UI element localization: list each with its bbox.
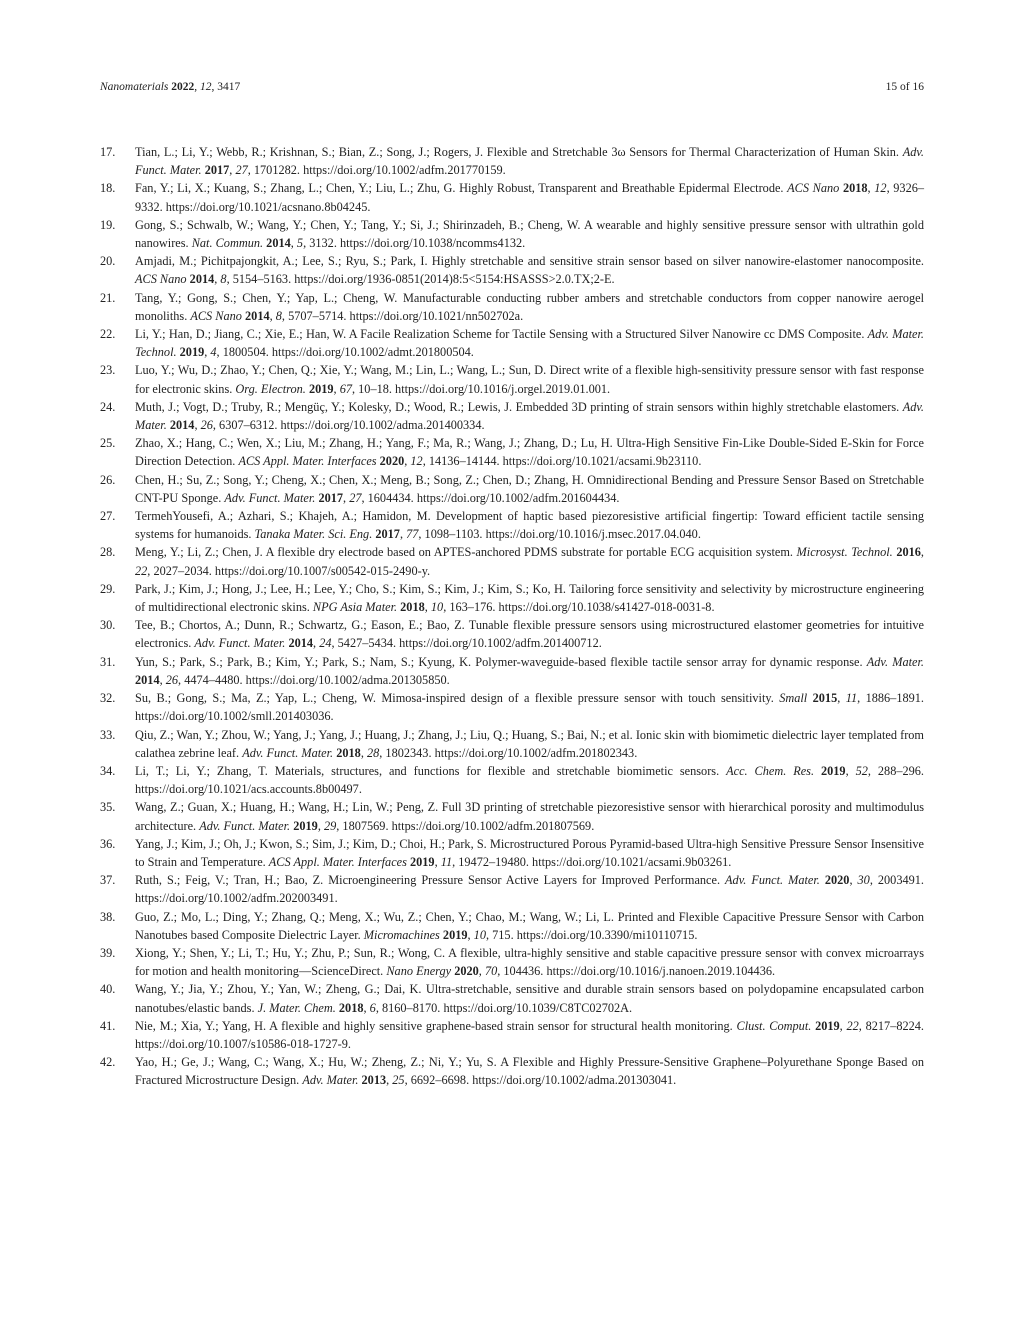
- reference-year: 2018: [338, 1000, 364, 1015]
- reference-sep: ,: [478, 964, 485, 979]
- reference-volume: 22: [135, 563, 148, 578]
- reference-volume: 67: [339, 381, 352, 396]
- reference-volume: 26: [200, 418, 213, 433]
- reference-journal: J. Mater. Chem.: [257, 1000, 336, 1015]
- reference-text: Wang, Y.; Jia, Y.; Zhou, Y.; Yan, W.; Zheng, G.; Dai, K. Ultra-stretchable, sensitive and durable strain sensors based on polydopamine encapsulated carbon nanotubes/elastic bands.: [135, 982, 924, 1015]
- reference-pages-doi: , 1701282. https://doi.org/10.1002/adfm.201770159.: [247, 163, 506, 178]
- reference-number: 34.: [100, 763, 116, 778]
- reference-number: 37.: [100, 873, 116, 888]
- reference-item: [100, 980, 924, 1016]
- reference-text: Zhao, X.; Hang, C.; Wen, X.; Liu, M.; Zhang, H.; Yang, F.; Ma, R.; Wang, J.; Zhang, D.; Lu, H. Ultra-High Sensitive Fin-Like Double-Sided E-Skin for Force Direction Detection.: [135, 436, 924, 469]
- reference-journal: Org. Electron.: [235, 381, 306, 396]
- reference-sep: ,: [290, 236, 297, 251]
- page-header: [100, 81, 924, 99]
- reference-body: [135, 618, 924, 650]
- reference-number: 31.: [100, 654, 116, 669]
- reference-volume: 22: [846, 1018, 859, 1033]
- reference-body: [135, 509, 924, 541]
- reference-number: 35.: [100, 800, 116, 815]
- reference-year: 2017: [375, 527, 400, 542]
- reference-year: 2014: [288, 636, 314, 651]
- reference-text: Ruth, S.; Feig, V.; Tran, H.; Bao, Z. Microengineering Pressure Sensor Active Layers for Improved Performance.: [135, 873, 726, 888]
- reference-pages-doi: , 6692–6698. https://doi.org/10.1002/adma.201303041.: [404, 1073, 677, 1088]
- reference-year: 2019: [179, 345, 205, 360]
- reference-volume: 52: [855, 763, 868, 778]
- reference-sep: ,: [363, 1000, 370, 1015]
- reference-volume: 25: [392, 1073, 405, 1088]
- reference-year: 2015: [812, 691, 838, 706]
- reference-volume: 12: [874, 181, 887, 196]
- reference-sep: ,: [434, 854, 441, 869]
- reference-year: 2016: [896, 545, 921, 560]
- reference-number: 30.: [100, 618, 116, 633]
- reference-pages-doi: , 19472–19480. https://doi.org/10.1021/acsami.9b03261.: [452, 854, 732, 869]
- reference-journal: Adv. Funct. Mater.: [194, 636, 286, 651]
- reference-item: [100, 252, 924, 288]
- reference-body: [135, 473, 924, 505]
- reference-pages-doi: , 14136–14144. https://doi.org/10.1021/acsami.9b23110.: [422, 454, 702, 469]
- reference-text: Nie, M.; Xia, Y.; Yang, H. A flexible and highly sensitive graphene-based strain sensor for structural health monitoring.: [135, 1018, 737, 1033]
- reference-number: 27.: [100, 509, 116, 524]
- reference-list: [100, 143, 924, 1090]
- reference-number: 36.: [100, 836, 116, 851]
- reference-body: [135, 181, 924, 213]
- reference-volume: 8: [275, 308, 282, 323]
- reference-number: 25.: [100, 436, 116, 451]
- reference-volume: 29: [323, 818, 337, 833]
- reference-year: 2013: [361, 1073, 387, 1088]
- reference-volume: 12: [410, 454, 423, 469]
- reference-sep: ,: [343, 490, 350, 505]
- reference-number: 29.: [100, 581, 116, 596]
- reference-pages-doi: , 3132. https://doi.org/10.1038/ncomms4132.: [303, 236, 526, 251]
- reference-body: [135, 982, 924, 1014]
- reference-year: 2018: [842, 181, 868, 196]
- reference-pages-doi: , 5154–5163. https://doi.org/1936-0851(2014)8:5<5154:HSASSS>2.0.TX;2-E.: [226, 272, 615, 287]
- reference-body: [135, 655, 924, 687]
- reference-item: [100, 580, 924, 616]
- reference-year: 2019: [308, 381, 334, 396]
- reference-item: [100, 762, 924, 798]
- reference-body: [135, 728, 924, 760]
- reference-item: [100, 835, 924, 871]
- reference-number: 18.: [100, 181, 116, 196]
- reference-item: [100, 361, 924, 397]
- reference-volume: 4: [210, 345, 217, 360]
- reference-year: 2020: [824, 873, 850, 888]
- reference-volume: 5: [296, 236, 304, 251]
- reference-text: Amjadi, M.; Pichitpajongkit, A.; Lee, S.; Ryu, S.; Park, I. Highly stretchable and sensitive strain sensor based on silver nanowire-elastomer nanocomposite.: [135, 254, 924, 269]
- reference-item: [100, 653, 924, 689]
- reference-sep: ,: [845, 763, 856, 778]
- reference-year: 2014: [266, 236, 291, 251]
- reference-journal: Adv. Mater. Technol.: [135, 327, 924, 360]
- reference-text: Fan, Y.; Li, X.; Kuang, S.; Zhang, L.; Chen, Y.; Liu, L.; Zhu, G. Highly Robust, Transparent and Breathable Epidermal Electrode.: [135, 181, 788, 196]
- reference-journal: Adv. Funct. Mater.: [725, 873, 820, 888]
- reference-journal: ACS Appl. Mater. Interfaces: [238, 454, 377, 469]
- reference-sep: ,: [313, 636, 320, 651]
- reference-volume: 28: [366, 745, 380, 760]
- reference-pages-doi: , 1807569. https://doi.org/10.1002/adfm.201807569.: [336, 818, 595, 833]
- reference-sep: ,: [386, 1073, 393, 1088]
- reference-pages-doi: , 10–18. https://doi.org/10.1016/j.orgel.2019.01.001.: [352, 381, 611, 396]
- journal-name: Nanomaterials: [100, 81, 169, 93]
- reference-pages-doi: , 1802343. https://doi.org/10.1002/adfm.201802343.: [379, 745, 638, 760]
- reference-text: Luo, Y.; Wu, D.; Zhao, Y.; Chen, Q.; Xie, Y.; Wang, M.; Lin, L.; Wang, L.; Sun, D. Direct write of a flexible high-sensitivity pressure sensor with fast response for electronic skins.: [135, 363, 924, 396]
- reference-volume: 77: [406, 527, 419, 542]
- reference-text: Li, Y.; Han, D.; Jiang, C.; Xie, E.; Han, W. A Facile Realization Scheme for Tactile Sensing with a Structured Silver Nanowire cc DMS Composite.: [135, 327, 868, 342]
- reference-text: Chen, H.; Su, Z.; Song, Y.; Cheng, X.; Chen, X.; Meng, B.; Song, Z.; Chen, D.; Zhang, H. Omnidirectional Bending and Pressure Sensor Based on Stretchable CNT-PU Sponge.: [135, 472, 924, 505]
- reference-body: [135, 1055, 924, 1087]
- reference-journal: Micromachines: [363, 927, 440, 942]
- reference-journal: ACS Nano: [787, 181, 840, 196]
- reference-pages-doi: , 715. https://doi.org/10.3390/mi10110715.: [485, 927, 698, 942]
- reference-body: [135, 254, 924, 286]
- reference-year: 2019: [820, 763, 846, 778]
- reference-pages-doi: , 2027–2034. https://doi.org/10.1007/s00542-015-2490-y.: [147, 563, 431, 578]
- reference-item: [100, 507, 924, 543]
- reference-sep: ,: [269, 308, 276, 323]
- reference-text: TermehYousefi, A.; Azhari, S.; Khajeh, A.; Hamidon, M. Development of haptic based piezoresistive artificial fingertip: Toward efficient tactile sensing systems for humanoids.: [135, 509, 924, 542]
- reference-body: [135, 436, 924, 468]
- reference-text: Yang, J.; Kim, J.; Oh, J.; Kwon, S.; Sim, J.; Kim, D.; Choi, H.; Park, S. Microstructured Porous Pyramid-based Ultra-high Sensitive Pressure Sensor Insensitive to Strain and Temperature.: [135, 836, 924, 869]
- reference-journal: ACS Nano: [135, 272, 187, 287]
- reference-volume: 27: [349, 490, 362, 505]
- reference-volume: 11: [845, 691, 858, 706]
- reference-text: Meng, Y.; Li, Z.; Chen, J. A flexible dry electrode based on APTES-anchored PDMS substrate for portable ECG acquisition system.: [135, 545, 797, 560]
- reference-text: Tian, L.; Li, Y.; Webb, R.; Krishnan, S.; Bian, Z.; Song, J.; Rogers, J. Flexible and Stretchable 3ω Sensors for Thermal Characterization of Human Skin.: [135, 145, 903, 159]
- reference-item: [100, 434, 924, 470]
- reference-number: 32.: [100, 691, 116, 706]
- reference-body: [135, 582, 924, 614]
- reference-item: [100, 871, 924, 907]
- reference-volume: 8: [220, 272, 227, 287]
- reference-journal: NPG Asia Mater.: [312, 600, 398, 615]
- reference-year: 2020: [454, 964, 479, 979]
- reference-sep: ,: [849, 873, 858, 888]
- reference-year: 2017: [204, 163, 230, 178]
- reference-sep: ,: [317, 818, 324, 833]
- reference-journal: Microsyst. Technol.: [796, 545, 893, 560]
- reference-journal: Adv. Funct. Mater.: [135, 145, 924, 178]
- reference-journal: ACS Appl. Mater. Interfaces: [268, 854, 407, 869]
- reference-sep: ,: [404, 454, 411, 469]
- reference-item: [100, 216, 924, 252]
- reference-text: Qiu, Z.; Wan, Y.; Zhou, W.; Yang, J.; Yang, J.; Huang, J.; Zhang, J.; Liu, Q.; Huang, S.; Bai, N.; et al. Ionic skin with biomimetic dielectric layer templated from calathea zebrine leaf.: [135, 727, 924, 760]
- page-number: 15 of 16: [885, 81, 924, 93]
- reference-number: 17.: [100, 145, 116, 159]
- reference-number: 39.: [100, 945, 116, 960]
- reference-sep: ,: [867, 181, 875, 196]
- reference-number: 19.: [100, 217, 116, 232]
- reference-text: Yun, S.; Park, S.; Park, B.; Kim, Y.; Park, S.; Nam, S.; Kyung, K. Polymer-waveguide-based flexible tactile sensor array for dynamic response.: [135, 654, 867, 669]
- reference-year: 2014: [245, 308, 270, 323]
- reference-volume: 30: [857, 873, 870, 888]
- reference-text: Yao, H.; Ge, J.; Wang, C.; Wang, X.; Hu, W.; Zheng, Z.; Ni, Y.; Yu, S. A Flexible and Highly Pressure-Sensitive Graphene–Polyurethane Sponge Based on Fractured Microstructure Design.: [135, 1055, 924, 1088]
- reference-number: 41.: [100, 1018, 116, 1033]
- reference-item: [100, 471, 924, 507]
- reference-item: [100, 1053, 924, 1089]
- reference-pages-doi: , 8160–8170. https://doi.org/10.1039/C8TC02702A.: [375, 1000, 633, 1015]
- reference-item: [100, 944, 924, 980]
- reference-volume: 6: [369, 1000, 376, 1015]
- reference-year: 2014: [169, 418, 195, 433]
- article-number: 3417: [217, 81, 241, 93]
- reference-text: Tee, B.; Chortos, A.; Dunn, R.; Schwartz, G.; Eason, E.; Bao, Z. Tunable flexible pressure sensors using microstructured elastomer geometries for intuitive electronics.: [135, 618, 924, 651]
- reference-text: Tang, Y.; Gong, S.; Chen, Y.; Yap, L.; Cheng, W. Manufacturable conducting rubber ambers and stretchable conductors from copper nanowire aerogel monoliths.: [135, 290, 924, 323]
- reference-sep: ,: [194, 418, 201, 433]
- reference-journal: Adv. Mater.: [302, 1073, 359, 1088]
- reference-year: 2014: [189, 272, 215, 287]
- reference-body: [135, 400, 924, 432]
- reference-journal: Adv. Funct. Mater.: [224, 490, 316, 505]
- reference-year: 2018: [400, 600, 425, 615]
- reference-pages-doi: , 5427–5434. https://doi.org/10.1002/adfm.201400712.: [331, 636, 602, 651]
- reference-sep: ,: [159, 672, 166, 687]
- reference-journal: Adv. Funct. Mater.: [242, 745, 334, 760]
- reference-body: [135, 291, 924, 323]
- reference-journal: Nat. Commun.: [191, 236, 264, 251]
- reference-item: [100, 798, 924, 834]
- reference-sep: ,: [360, 745, 367, 760]
- reference-body: [135, 873, 924, 905]
- reference-body: [135, 910, 924, 942]
- reference-number: 28.: [100, 545, 116, 560]
- reference-sep: ,: [837, 691, 846, 706]
- reference-pages-doi: , 1800504. https://doi.org/10.1002/admt.201800504.: [216, 345, 474, 360]
- reference-number: 38.: [100, 909, 116, 924]
- reference-volume: 27: [235, 163, 248, 178]
- reference-journal: Tanaka Mater. Sci. Eng.: [254, 527, 373, 542]
- reference-journal: Adv. Mater.: [866, 654, 924, 669]
- reference-number: 20.: [100, 254, 116, 269]
- reference-body: [135, 545, 924, 577]
- reference-pages-doi: , 163–176. https://doi.org/10.1038/s41427-018-0031-8.: [443, 600, 715, 615]
- reference-year: 2014: [135, 672, 160, 687]
- reference-sep: ,: [214, 272, 221, 287]
- reference-year: 2017: [318, 490, 344, 505]
- reference-body: [135, 691, 924, 723]
- reference-text: Wang, Z.; Guan, X.; Huang, H.; Wang, H.; Lin, W.; Peng, Z. Full 3D printing of stretchable piezoresistive sensor with hierarchical porosity and multimodulus architecture.: [135, 800, 924, 833]
- reference-item: [100, 543, 924, 579]
- reference-text: Muth, J.; Vogt, D.; Truby, R.; Mengüç, Y.; Kolesky, D.; Wood, R.; Lewis, J. Embedded 3D printing of strain sensors within highly stretchable elastomers.: [135, 399, 903, 414]
- reference-volume: 11: [440, 854, 453, 869]
- reference-number: 23.: [100, 363, 116, 378]
- reference-text: Su, B.; Gong, S.; Ma, Z.; Yap, L.; Cheng, W. Mimosa-inspired design of a flexible pressure sensor with touch sensitivity.: [135, 691, 780, 706]
- reference-pages-doi: , 6307–6312. https://doi.org/10.1002/adma.201400334.: [212, 418, 485, 433]
- reference-volume: 10: [473, 927, 486, 942]
- reference-pages-doi: , 1098–1103. https://doi.org/10.1016/j.msec.2017.04.040.: [418, 527, 701, 542]
- reference-text: Park, J.; Kim, J.; Hong, J.; Lee, H.; Lee, Y.; Cho, S.; Kim, S.; Kim, J.; Kim, S.; Ko, H. Tailoring force sensitivity and selectivity by microstructure engineering of multidirectional electronic skins.: [135, 581, 924, 615]
- reference-year: 2019: [293, 818, 318, 833]
- reference-body: [135, 1019, 924, 1051]
- reference-number: 21.: [100, 290, 116, 305]
- reference-sep: ,: [399, 527, 407, 542]
- reference-body: [135, 145, 924, 177]
- reference-number: 33.: [100, 727, 116, 742]
- reference-number: 42.: [100, 1055, 116, 1070]
- reference-pages-doi: , 5707–5714. https://doi.org/10.1021/nn502702a.: [281, 308, 524, 323]
- reference-body: [135, 363, 924, 395]
- reference-number: 22.: [100, 327, 116, 342]
- journal-volume: 12: [200, 81, 212, 93]
- reference-number: 40.: [100, 982, 116, 997]
- reference-pages-doi: , 4474–4480. https://doi.org/10.1002/adma.201305850.: [178, 672, 450, 687]
- journal-citation: Nanomaterials 2022, 12, 3417: [100, 81, 241, 93]
- reference-sep: ,: [839, 1018, 847, 1033]
- reference-item: [100, 1017, 924, 1053]
- reference-journal: Small: [779, 691, 808, 706]
- reference-number: 24.: [100, 399, 116, 414]
- reference-body: [135, 946, 924, 978]
- reference-text: Guo, Z.; Mo, L.; Ding, Y.; Zhang, Q.; Meng, X.; Wu, Z.; Chen, Y.; Chao, M.; Wang, W.; Li, L. Printed and Flexible Capacitive Pressure Sensor with Carbon Nanotubes based Composite Dielectric Layer.: [135, 909, 924, 942]
- reference-item: [100, 726, 924, 762]
- reference-text: Xiong, Y.; Shen, Y.; Li, T.; Hu, Y.; Zhu, P.; Sun, R.; Wong, C. A flexible, ultra-highly sensitive and stable capacitive pressure sensor with convex microarrays for motion and health monitoring—ScienceDirect.: [135, 945, 924, 979]
- reference-item: [100, 616, 924, 652]
- reference-number: 26.: [100, 472, 116, 487]
- reference-body: [135, 218, 924, 250]
- reference-body: [135, 837, 924, 869]
- reference-pages-doi: , 1604434. https://doi.org/10.1002/adfm.201604434.: [361, 490, 620, 505]
- reference-body: [135, 327, 924, 359]
- reference-item: [100, 398, 924, 434]
- reference-text: Gong, S.; Schwalb, W.; Wang, Y.; Chen, Y.; Tang, Y.; Si, J.; Shirinzadeh, B.; Cheng, W. A wearable and highly sensitive pressure sensor with ultrathin gold nanowires.: [135, 217, 924, 251]
- reference-year: 2019: [815, 1018, 840, 1033]
- reference-journal: ACS Nano: [190, 308, 242, 323]
- reference-journal: Acc. Chem. Res.: [726, 763, 815, 778]
- reference-item: [100, 908, 924, 944]
- reference-sep: ,: [229, 163, 236, 178]
- reference-space: [814, 764, 821, 778]
- reference-item: [100, 689, 924, 725]
- reference-sep: ,: [424, 600, 431, 615]
- reference-volume: 24: [319, 636, 332, 651]
- reference-body: [135, 764, 924, 796]
- reference-item: [100, 179, 924, 215]
- reference-year: 2019: [442, 927, 468, 942]
- reference-journal: Adv. Mater.: [135, 399, 924, 433]
- reference-item: [100, 143, 924, 179]
- reference-year: 2020: [379, 454, 405, 469]
- reference-item: [100, 325, 924, 361]
- reference-volume: 10: [430, 600, 444, 615]
- reference-pages-doi: , 9326–9332. https://doi.org/10.1021/acsnano.8b04245.: [135, 181, 925, 214]
- reference-volume: 70: [484, 964, 498, 979]
- reference-sep: ,: [467, 927, 474, 942]
- reference-year: 2018: [336, 745, 361, 760]
- reference-pages-doi: , 2003491. https://doi.org/10.1002/adfm.202003491.: [135, 873, 924, 906]
- reference-text: Li, T.; Li, Y.; Zhang, T. Materials, structures, and functions for flexible and stretchable biomimetic sensors.: [135, 763, 727, 778]
- reference-pages-doi: , 288–296. https://doi.org/10.1021/acs.accounts.8b00497.: [135, 763, 925, 797]
- reference-sep: ,: [333, 381, 340, 396]
- reference-journal: Clust. Comput.: [736, 1018, 812, 1033]
- reference-sep: ,: [920, 545, 924, 560]
- reference-pages-doi: , 104436. https://doi.org/10.1016/j.nanoen.2019.104436.: [497, 964, 776, 979]
- reference-pages-doi: , 8217–8224. https://doi.org/10.1007/s10586-018-1727-9.: [135, 1018, 925, 1051]
- reference-volume: 26: [165, 672, 179, 687]
- reference-year: 2019: [409, 854, 435, 869]
- reference-pages-doi: , 1886–1891. https://doi.org/10.1002/smll.201403036.: [135, 691, 924, 724]
- journal-year: 2022: [171, 81, 195, 93]
- reference-journal: Adv. Funct. Mater.: [199, 818, 291, 833]
- reference-item: [100, 289, 924, 325]
- reference-journal: Nano Energy: [386, 964, 452, 979]
- reference-sep: ,: [204, 345, 211, 360]
- reference-body: [135, 800, 924, 832]
